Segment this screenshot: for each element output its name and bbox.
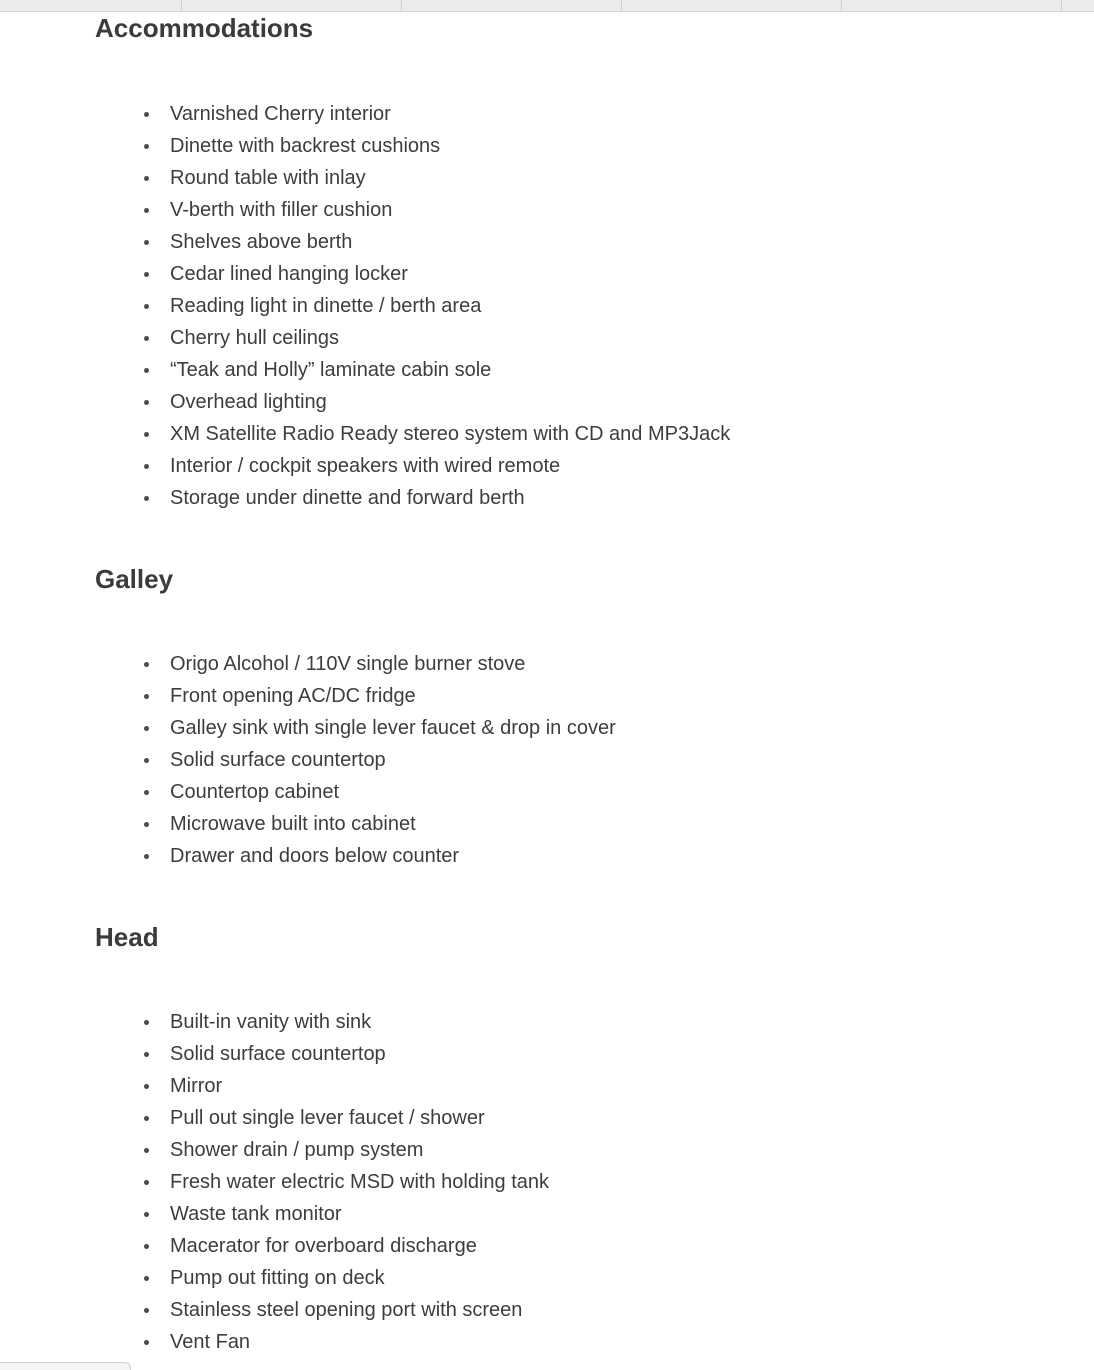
list-item: “Teak and Holly” laminate cabin sole: [95, 354, 730, 386]
bullet-icon: [144, 854, 149, 859]
table-cell: [1062, 0, 1094, 11]
table-cell: [622, 0, 842, 11]
list-item: Pull out single lever faucet / shower: [95, 1102, 549, 1134]
bullet-icon: [144, 368, 149, 373]
top-table-edge: [0, 0, 1094, 12]
bullet-icon: [144, 1212, 149, 1217]
bullet-icon: [144, 822, 149, 827]
bullet-icon: [144, 694, 149, 699]
table-cell: [842, 0, 1062, 11]
bullet-icon: [144, 1052, 149, 1057]
list-item: Built-in vanity with sink: [95, 1006, 549, 1038]
bullet-icon: [144, 1180, 149, 1185]
section-title-galley: Galley: [95, 564, 174, 594]
list-item: Cherry hull ceilings: [95, 322, 730, 354]
bullet-icon: [144, 336, 149, 341]
list-item: V-berth with filler cushion: [95, 194, 730, 226]
bullet-icon: [144, 662, 149, 667]
section-title-accommodations: Accommodations: [95, 13, 314, 43]
list-item: Dinette with backrest cushions: [95, 130, 730, 162]
bullet-icon: [144, 1020, 149, 1025]
bullet-icon: [144, 1308, 149, 1313]
list-item: Front opening AC/DC fridge: [95, 680, 616, 712]
list-item: Varnished Cherry interior: [95, 98, 730, 130]
bullet-icon: [144, 176, 149, 181]
list-item: Galley sink with single lever faucet & drop in cover: [95, 712, 616, 744]
bullet-icon: [144, 240, 149, 245]
section-title-head: Head: [95, 922, 159, 952]
bullet-icon: [144, 758, 149, 763]
list-item: Fresh water electric MSD with holding tank: [95, 1166, 549, 1198]
bullet-icon: [144, 496, 149, 501]
list-item: Round table with inlay: [95, 162, 730, 194]
list-item: Vent Fan: [95, 1326, 549, 1358]
list-item: Overhead lighting: [95, 386, 730, 418]
bullet-icon: [144, 464, 149, 469]
bullet-icon: [144, 432, 149, 437]
bullet-icon: [144, 272, 149, 277]
list-item: Reading light in dinette / berth area: [95, 290, 730, 322]
list-item: Origo Alcohol / 110V single burner stove: [95, 648, 616, 680]
list-item: Stainless steel opening port with screen: [95, 1294, 549, 1326]
table-cell: [182, 0, 402, 11]
list-item: Drawer and doors below counter: [95, 840, 616, 872]
table-cell: [0, 0, 182, 11]
list-item: Macerator for overboard discharge: [95, 1230, 549, 1262]
list-item: Microwave built into cabinet: [95, 808, 616, 840]
accommodations-list: [95, 98, 730, 514]
bullet-icon: [144, 144, 149, 149]
list-item: Interior / cockpit speakers with wired remote: [95, 450, 730, 482]
bullet-icon: [144, 112, 149, 117]
bullet-icon: [144, 1116, 149, 1121]
list-item: Shower drain / pump system: [95, 1134, 549, 1166]
bullet-icon: [144, 790, 149, 795]
list-item: Solid surface countertop: [95, 744, 616, 776]
list-item: Cedar lined hanging locker: [95, 258, 730, 290]
bullet-icon: [144, 1148, 149, 1153]
list-item: Pump out fitting on deck: [95, 1262, 549, 1294]
bullet-icon: [144, 400, 149, 405]
bottom-panel-edge: [0, 1362, 131, 1370]
list-item: Shelves above berth: [95, 226, 730, 258]
bullet-icon: [144, 726, 149, 731]
head-list: [95, 1006, 549, 1358]
bullet-icon: [144, 1084, 149, 1089]
bullet-icon: [144, 1244, 149, 1249]
bullet-icon: [144, 1276, 149, 1281]
galley-list: [95, 648, 616, 872]
bullet-icon: [144, 1340, 149, 1345]
bullet-icon: [144, 208, 149, 213]
list-item: Mirror: [95, 1070, 549, 1102]
bullet-icon: [144, 304, 149, 309]
list-item: Countertop cabinet: [95, 776, 616, 808]
table-cell: [402, 0, 622, 11]
list-item: XM Satellite Radio Ready stereo system with CD and MP3Jack: [95, 418, 730, 450]
list-item: Solid surface countertop: [95, 1038, 549, 1070]
list-item: Waste tank monitor: [95, 1198, 549, 1230]
list-item: Storage under dinette and forward berth: [95, 482, 730, 514]
